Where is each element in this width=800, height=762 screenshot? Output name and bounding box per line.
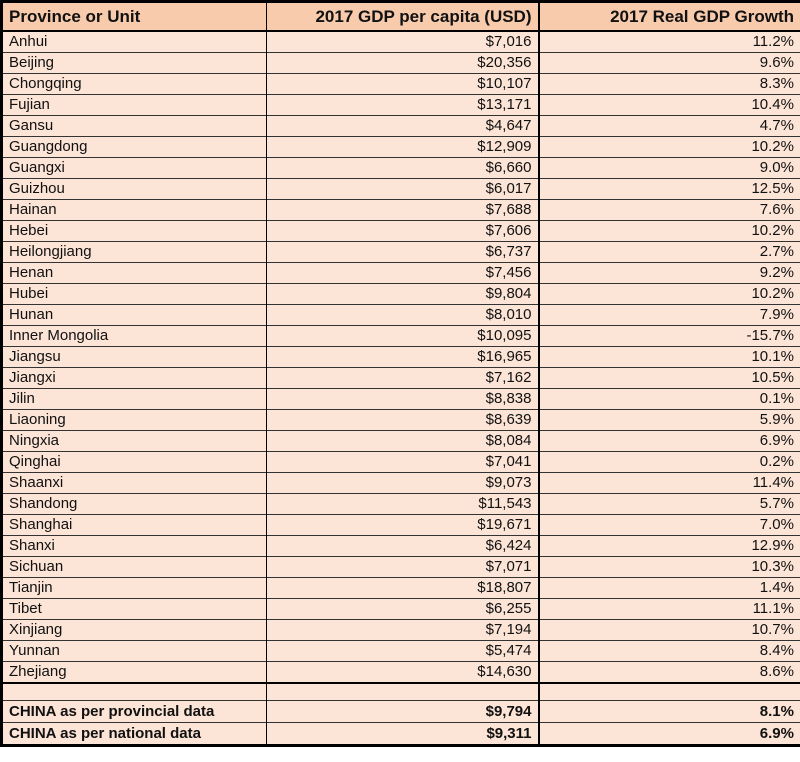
gdp-per-capita-cell: $7,041	[267, 452, 539, 473]
growth-cell: 9.0%	[539, 158, 800, 179]
table-row	[2, 431, 800, 452]
growth-cell: 9.6%	[539, 53, 800, 74]
province-cell: Beijing	[2, 53, 267, 74]
table-row	[2, 368, 800, 389]
growth-cell: -15.7%	[539, 326, 800, 347]
growth-cell: 6.9%	[539, 722, 800, 745]
growth-cell: 10.2%	[539, 221, 800, 242]
gdp-per-capita-cell: $10,107	[267, 74, 539, 95]
growth-cell: 11.4%	[539, 473, 800, 494]
growth-cell: 0.1%	[539, 389, 800, 410]
gdp-per-capita-cell: $6,660	[267, 158, 539, 179]
province-cell: Zhejiang	[2, 662, 267, 684]
table-row	[2, 137, 800, 158]
growth-cell: 7.9%	[539, 305, 800, 326]
growth-cell: 10.5%	[539, 368, 800, 389]
growth-cell: 8.4%	[539, 641, 800, 662]
summary-row	[2, 722, 800, 745]
growth-cell: 7.6%	[539, 200, 800, 221]
province-cell: Qinghai	[2, 452, 267, 473]
province-cell: Hubei	[2, 284, 267, 305]
growth-cell: 2.7%	[539, 242, 800, 263]
table-row	[2, 242, 800, 263]
province-cell: Ningxia	[2, 431, 267, 452]
growth-cell: 10.1%	[539, 347, 800, 368]
gdp-per-capita-cell: $12,909	[267, 137, 539, 158]
gdp-per-capita-cell: $20,356	[267, 53, 539, 74]
col-header-gdp-per-capita: 2017 GDP per capita (USD)	[267, 2, 539, 32]
table-row	[2, 284, 800, 305]
table-row	[2, 221, 800, 242]
province-cell: Sichuan	[2, 557, 267, 578]
table-row	[2, 74, 800, 95]
province-cell: Tianjin	[2, 578, 267, 599]
gdp-per-capita-cell: $14,630	[267, 662, 539, 684]
province-cell: CHINA as per provincial data	[2, 700, 267, 722]
province-cell: Yunnan	[2, 641, 267, 662]
growth-cell: 0.2%	[539, 452, 800, 473]
gdp-per-capita-cell: $8,010	[267, 305, 539, 326]
province-cell: Jiangxi	[2, 368, 267, 389]
col-header-gdp-growth: 2017 Real GDP Growth	[539, 2, 800, 32]
gdp-per-capita-cell: $8,639	[267, 410, 539, 431]
spacer-cell	[2, 683, 267, 700]
table-row	[2, 263, 800, 284]
gdp-per-capita-cell: $6,737	[267, 242, 539, 263]
table-row	[2, 473, 800, 494]
province-cell: Anhui	[2, 31, 267, 53]
growth-cell: 10.4%	[539, 95, 800, 116]
gdp-per-capita-cell: $9,073	[267, 473, 539, 494]
growth-cell: 11.1%	[539, 599, 800, 620]
spacer-row	[2, 683, 800, 700]
province-cell: Gansu	[2, 116, 267, 137]
growth-cell: 12.9%	[539, 536, 800, 557]
province-cell: Henan	[2, 263, 267, 284]
gdp-per-capita-cell: $16,965	[267, 347, 539, 368]
table-row	[2, 662, 800, 684]
province-cell: Shanxi	[2, 536, 267, 557]
table-row	[2, 557, 800, 578]
table-row	[2, 494, 800, 515]
gdp-per-capita-cell: $8,838	[267, 389, 539, 410]
growth-cell: 1.4%	[539, 578, 800, 599]
table-row	[2, 410, 800, 431]
growth-cell: 10.7%	[539, 620, 800, 641]
province-cell: CHINA as per national data	[2, 722, 267, 745]
province-cell: Chongqing	[2, 74, 267, 95]
growth-cell: 8.1%	[539, 700, 800, 722]
table-row	[2, 116, 800, 137]
province-cell: Inner Mongolia	[2, 326, 267, 347]
table-row	[2, 389, 800, 410]
gdp-per-capita-cell: $10,095	[267, 326, 539, 347]
gdp-per-capita-cell: $9,794	[267, 700, 539, 722]
gdp-per-capita-cell: $7,688	[267, 200, 539, 221]
province-cell: Guizhou	[2, 179, 267, 200]
table-row	[2, 620, 800, 641]
province-cell: Shanghai	[2, 515, 267, 536]
table-row	[2, 515, 800, 536]
table-row	[2, 452, 800, 473]
gdp-per-capita-cell: $8,084	[267, 431, 539, 452]
gdp-per-capita-cell: $19,671	[267, 515, 539, 536]
table-row	[2, 326, 800, 347]
province-cell: Shaanxi	[2, 473, 267, 494]
province-cell: Fujian	[2, 95, 267, 116]
province-rows	[2, 31, 800, 683]
growth-cell: 10.2%	[539, 137, 800, 158]
province-cell: Shandong	[2, 494, 267, 515]
header-row	[2, 2, 800, 32]
province-cell: Tibet	[2, 599, 267, 620]
col-header-province: Province or Unit	[2, 2, 267, 32]
gdp-per-capita-cell: $6,424	[267, 536, 539, 557]
province-cell: Guangdong	[2, 137, 267, 158]
table-row	[2, 599, 800, 620]
gdp-per-capita-cell: $7,162	[267, 368, 539, 389]
spacer-cell	[539, 683, 800, 700]
province-cell: Heilongjiang	[2, 242, 267, 263]
growth-cell: 5.9%	[539, 410, 800, 431]
province-cell: Liaoning	[2, 410, 267, 431]
growth-cell: 4.7%	[539, 116, 800, 137]
growth-cell: 10.2%	[539, 284, 800, 305]
growth-cell: 5.7%	[539, 494, 800, 515]
table-row	[2, 305, 800, 326]
summary-rows	[2, 700, 800, 745]
province-cell: Guangxi	[2, 158, 267, 179]
gdp-per-capita-cell: $4,647	[267, 116, 539, 137]
table-row	[2, 347, 800, 368]
gdp-per-capita-cell: $5,474	[267, 641, 539, 662]
table-row	[2, 536, 800, 557]
table-row	[2, 95, 800, 116]
growth-cell: 9.2%	[539, 263, 800, 284]
table-row	[2, 158, 800, 179]
province-cell: Hunan	[2, 305, 267, 326]
province-cell: Jiangsu	[2, 347, 267, 368]
growth-cell: 8.3%	[539, 74, 800, 95]
province-cell: Hainan	[2, 200, 267, 221]
gdp-per-capita-cell: $7,194	[267, 620, 539, 641]
table-row	[2, 53, 800, 74]
table-row	[2, 200, 800, 221]
gdp-per-capita-cell: $11,543	[267, 494, 539, 515]
province-cell: Hebei	[2, 221, 267, 242]
province-cell: Jilin	[2, 389, 267, 410]
table-row	[2, 578, 800, 599]
gdp-per-capita-cell: $9,311	[267, 722, 539, 745]
growth-cell: 10.3%	[539, 557, 800, 578]
growth-cell: 6.9%	[539, 431, 800, 452]
gdp-per-capita-cell: $7,456	[267, 263, 539, 284]
gdp-per-capita-cell: $7,071	[267, 557, 539, 578]
gdp-per-capita-cell: $13,171	[267, 95, 539, 116]
table-row	[2, 31, 800, 53]
gdp-per-capita-cell: $9,804	[267, 284, 539, 305]
gdp-per-capita-cell: $18,807	[267, 578, 539, 599]
gdp-per-capita-cell: $6,255	[267, 599, 539, 620]
growth-cell: 7.0%	[539, 515, 800, 536]
growth-cell: 12.5%	[539, 179, 800, 200]
province-cell: Xinjiang	[2, 620, 267, 641]
spacer-section	[2, 683, 800, 700]
table-row	[2, 641, 800, 662]
growth-cell: 11.2%	[539, 31, 800, 53]
summary-row	[2, 700, 800, 722]
gdp-per-capita-cell: $7,606	[267, 221, 539, 242]
gdp-per-capita-cell: $7,016	[267, 31, 539, 53]
growth-cell: 8.6%	[539, 662, 800, 684]
gdp-per-capita-cell: $6,017	[267, 179, 539, 200]
table-row	[2, 179, 800, 200]
spacer-cell	[267, 683, 539, 700]
